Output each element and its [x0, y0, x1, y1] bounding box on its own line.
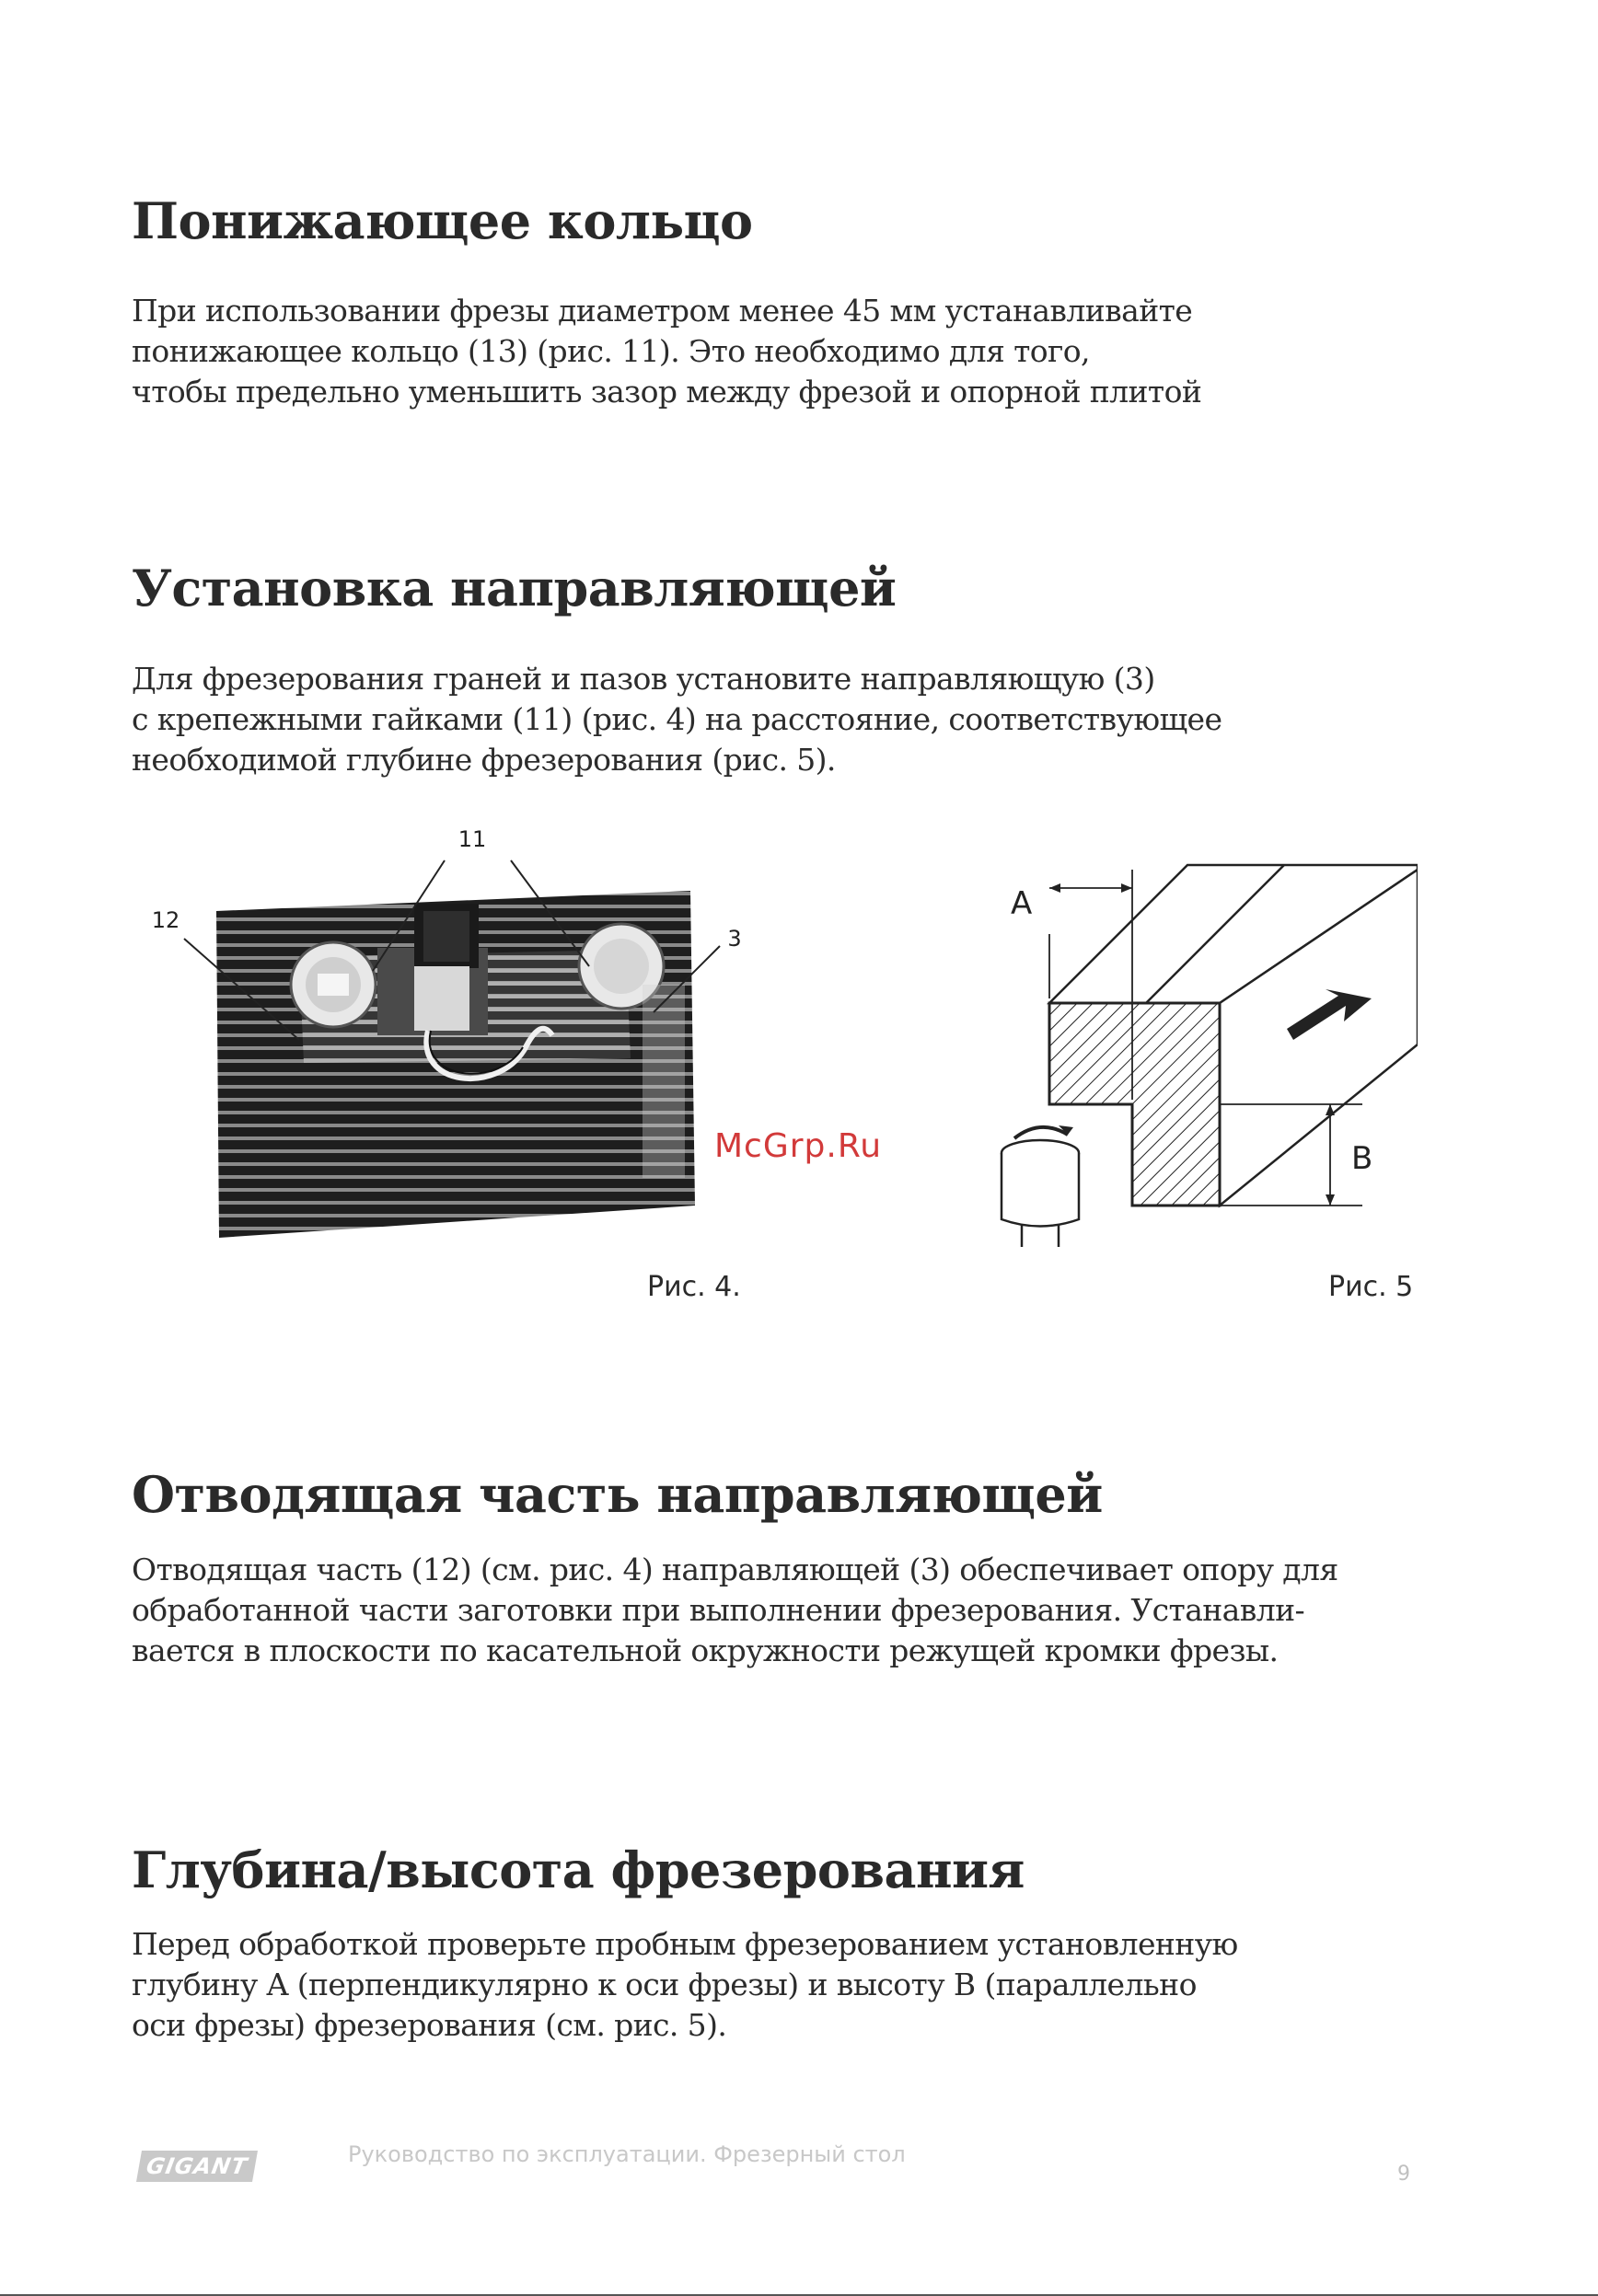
- text-line: обработанной части заготовки при выполнении фрезерования. Устанавли-: [132, 1592, 1305, 1628]
- section-text-guide-install: [132, 659, 1222, 780]
- label-a: A: [1011, 885, 1033, 922]
- figure-5-caption: Рис. 5: [1328, 1271, 1414, 1303]
- figure-4-guide-photo: [138, 819, 764, 1242]
- text-line: глубину A (перпендикулярно к оси фрезы) и высоту B (параллельно: [132, 1967, 1197, 2002]
- section-title-reducing-ring: Понижающее кольцо: [132, 191, 753, 250]
- section-text-reducing-ring: [132, 291, 1201, 412]
- label-b: B: [1351, 1140, 1373, 1177]
- page-number: 9: [1397, 2163, 1410, 2186]
- text-line: оси фрезы) фрезерования (см. рис. 5).: [132, 2007, 727, 2043]
- brand-logo: GIGANT: [136, 2151, 258, 2182]
- section-text-outfeed-fence: [132, 1550, 1338, 1671]
- text-line: понижающее кольцо (13) (рис. 11). Это необходимо для того,: [132, 333, 1090, 369]
- callout-11: 11: [457, 826, 487, 852]
- text-line: чтобы предельно уменьшить зазор между фрезой и опорной плитой: [132, 374, 1202, 410]
- figure-4-caption: Рис. 4.: [647, 1271, 741, 1303]
- footer-title: Руководство по эксплуатации. Фрезерный стол: [348, 2141, 906, 2167]
- text-line: с крепежными гайками (11) (рис. 4) на расстояние, соответствующее: [132, 701, 1222, 737]
- section-title-milling-depth: Глубина/высота фрезерования: [132, 1840, 1025, 1899]
- callout-12: 12: [151, 907, 180, 933]
- text-line: Для фрезерования граней и пазов установите направляющую (3): [132, 661, 1155, 697]
- text-line: Перед обработкой проверьте пробным фрезерованием установленную: [132, 1926, 1238, 1962]
- section-text-milling-depth: [132, 1924, 1238, 2046]
- text-line: вается в плоскости по касательной окружности режущей кромки фрезы.: [132, 1633, 1279, 1668]
- text-line: необходимой глубине фрезерования (рис. 5).: [132, 742, 836, 778]
- text-line: Отводящая часть (12) (см. рис. 4) направляющей (3) обеспечивает опору для: [132, 1552, 1338, 1587]
- figure-5-milling-diagram: [994, 851, 1418, 1247]
- text-line: При использовании фрезы диаметром менее 45 мм устанавливайте: [132, 293, 1193, 329]
- watermark: McGrp.Ru: [714, 1127, 883, 1165]
- callout-3: 3: [727, 926, 742, 952]
- section-title-outfeed-fence: Отводящая часть направляющей: [132, 1465, 1103, 1524]
- section-title-guide-install: Установка направляющей: [132, 559, 897, 617]
